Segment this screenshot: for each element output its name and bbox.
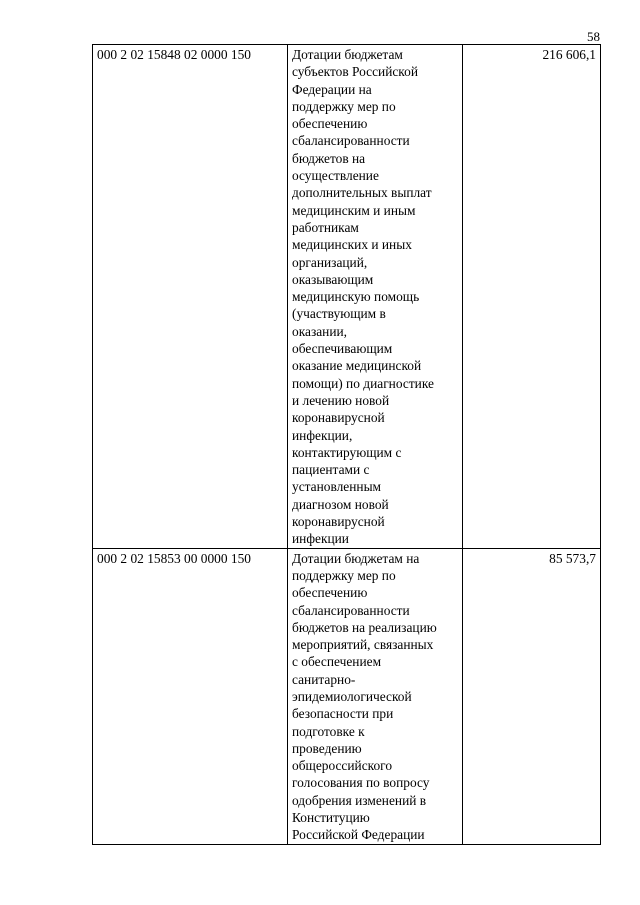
description-line: помощи) по диагностике [292, 375, 434, 391]
description-line: Дотации бюджетам [292, 47, 403, 62]
description-line: сбалансированности [292, 602, 410, 618]
description-line: проведению [292, 740, 362, 756]
description-line: дополнительных выплат [292, 185, 432, 201]
description-line: коронавирусной [292, 410, 385, 426]
description-line: (участвующим в [292, 306, 386, 322]
table-row [93, 45, 601, 549]
budget-code-cell: 000 2 02 15853 00 0000 150 [93, 548, 288, 844]
description-line: оказывающим [292, 271, 374, 287]
amount-cell: 216 606,1 [463, 45, 601, 549]
description-line: организаций, [292, 254, 368, 270]
description-line: мероприятий, связанных [292, 637, 434, 653]
description-line: бюджетов на [292, 150, 366, 166]
description-line: осуществление [292, 168, 379, 184]
description-line: обеспечивающим [292, 341, 393, 357]
description-line: медицинских и иных [292, 237, 412, 253]
description-cell [288, 45, 463, 549]
table-row [93, 548, 601, 844]
description-line: безопасности при [292, 706, 394, 722]
description-line: обеспечению [292, 585, 368, 601]
description-line: медицинскую помощь [292, 289, 420, 305]
budget-table [92, 44, 601, 845]
description-line: подготовке к [292, 723, 365, 739]
description-line: одобрения изменений в [292, 792, 427, 808]
description-line: коронавирусной [292, 514, 385, 530]
description-line: установленным [292, 479, 382, 495]
page-number: 58 [587, 29, 600, 44]
description-line: сбалансированности [292, 133, 410, 149]
description-line: субъектов Российской [292, 64, 418, 80]
description-line: Дотации бюджетам на [292, 550, 420, 566]
description-line: поддержку мер по [292, 567, 396, 583]
description-line: поддержку мер по [292, 98, 396, 114]
description-line: обеспечению [292, 116, 368, 132]
description-line: работникам [292, 219, 359, 235]
description-line: пациентами с [292, 462, 370, 478]
budget-code-cell: 000 2 02 15848 02 0000 150 [93, 45, 288, 549]
description-line: и лечению новой [292, 392, 390, 408]
description-line: инфекции [292, 531, 349, 547]
description-line: общероссийского [292, 758, 393, 774]
description-line: Российской Федерации [292, 827, 425, 843]
description-line: бюджетов на реализацию [292, 619, 437, 635]
description-line: эпидемиологической [292, 688, 412, 704]
description-cell [288, 548, 463, 844]
description-line: голосования по вопросу [292, 775, 430, 791]
description-line: контактирующим с [292, 444, 402, 460]
description-line: медицинским и иным [292, 202, 416, 218]
description-line: санитарно- [292, 671, 356, 687]
description-line: Конституцию [292, 810, 370, 826]
description-line: инфекции, [292, 427, 353, 443]
amount-cell: 85 573,7 [463, 548, 601, 844]
description-line: Федерации на [292, 81, 372, 97]
description-line: диагнозом новой [292, 496, 389, 512]
description-line: оказании, [292, 323, 348, 339]
description-line: с обеспечением [292, 654, 382, 670]
description-line: оказание медицинской [292, 358, 422, 374]
